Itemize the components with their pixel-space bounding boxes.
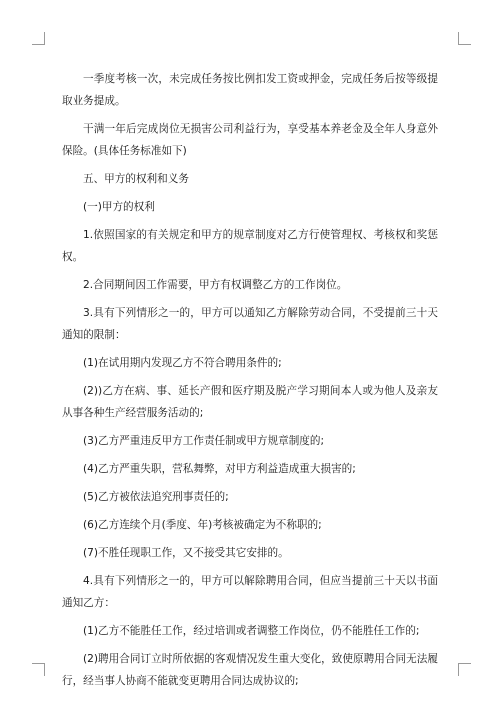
section-heading-rights-obligations: 五、甲方的权利和义务 [83, 173, 189, 185]
clause-3-item-6: (6)乙方连续个月(季度、年)考核被确定为不称职的; [83, 519, 322, 531]
clause-3-item-2: (2))乙方在病、事、延长产假和医疗期及脱产学习期间本人或为他人及亲友从事各种生产经营服务活动的; [62, 385, 438, 419]
clause-1: 1.依照国家的有关规定和甲方的规章制度对乙方行使管理权、考核权和奖惩权。 [62, 229, 438, 263]
document-body [62, 68, 438, 698]
paragraph-one-year-benefits: 干满一年后完成岗位无损害公司利益行为，享受基本养老金及全年人身意外保险。(具体任务标准如下) [62, 123, 438, 157]
crop-mark-bottom-left [32, 663, 45, 676]
subsection-heading-party-a-rights: (一)甲方的权利 [83, 201, 155, 213]
clause-3-item-7: (7)不胜任现职工作，又不接受其它安排的。 [83, 547, 289, 559]
clause-4: 4.具有下列情形之一的，甲方可以解除聘用合同，但应当提前三十天以书面通知乙方： [62, 575, 438, 609]
clause-2: 2.合同期间因工作需要，甲方有权调整乙方的工作岗位。 [83, 279, 348, 291]
clause-4-item-2: (2)聘用合同订立时所依据的客观情况发生重大变化，致使原聘用合同无法履行，经当事人协商不能就变更聘用合同达成协议的; [62, 653, 438, 687]
clause-3: 3.具有下列情形之一的，甲方可以通知乙方解除劳动合同，不受提前三十天通知的限制： [62, 307, 438, 341]
crop-mark-top-right [458, 32, 471, 45]
clause-3-item-4: (4)乙方严重失职，营私舞弊，对甲方利益造成重大损害的; [83, 463, 356, 475]
crop-mark-top-left [32, 32, 45, 45]
clause-3-item-1: (1)在试用期内发现乙方不符合聘用条件的; [83, 357, 282, 369]
paragraph-quarterly-assessment: 一季度考核一次，未完成任务按比例扣发工资或押金，完成任务后按等级提取业务提成。 [62, 73, 438, 107]
clause-3-item-3: (3)乙方严重违反甲方工作责任制或甲方规章制度的; [83, 435, 325, 447]
clause-3-item-5: (5)乙方被依法追究刑事责任的; [83, 491, 229, 503]
clause-4-item-1: (1)乙方不能胜任工作，经过培训或者调整工作岗位，仍不能胜任工作的; [83, 625, 420, 637]
crop-mark-bottom-right [458, 663, 471, 676]
